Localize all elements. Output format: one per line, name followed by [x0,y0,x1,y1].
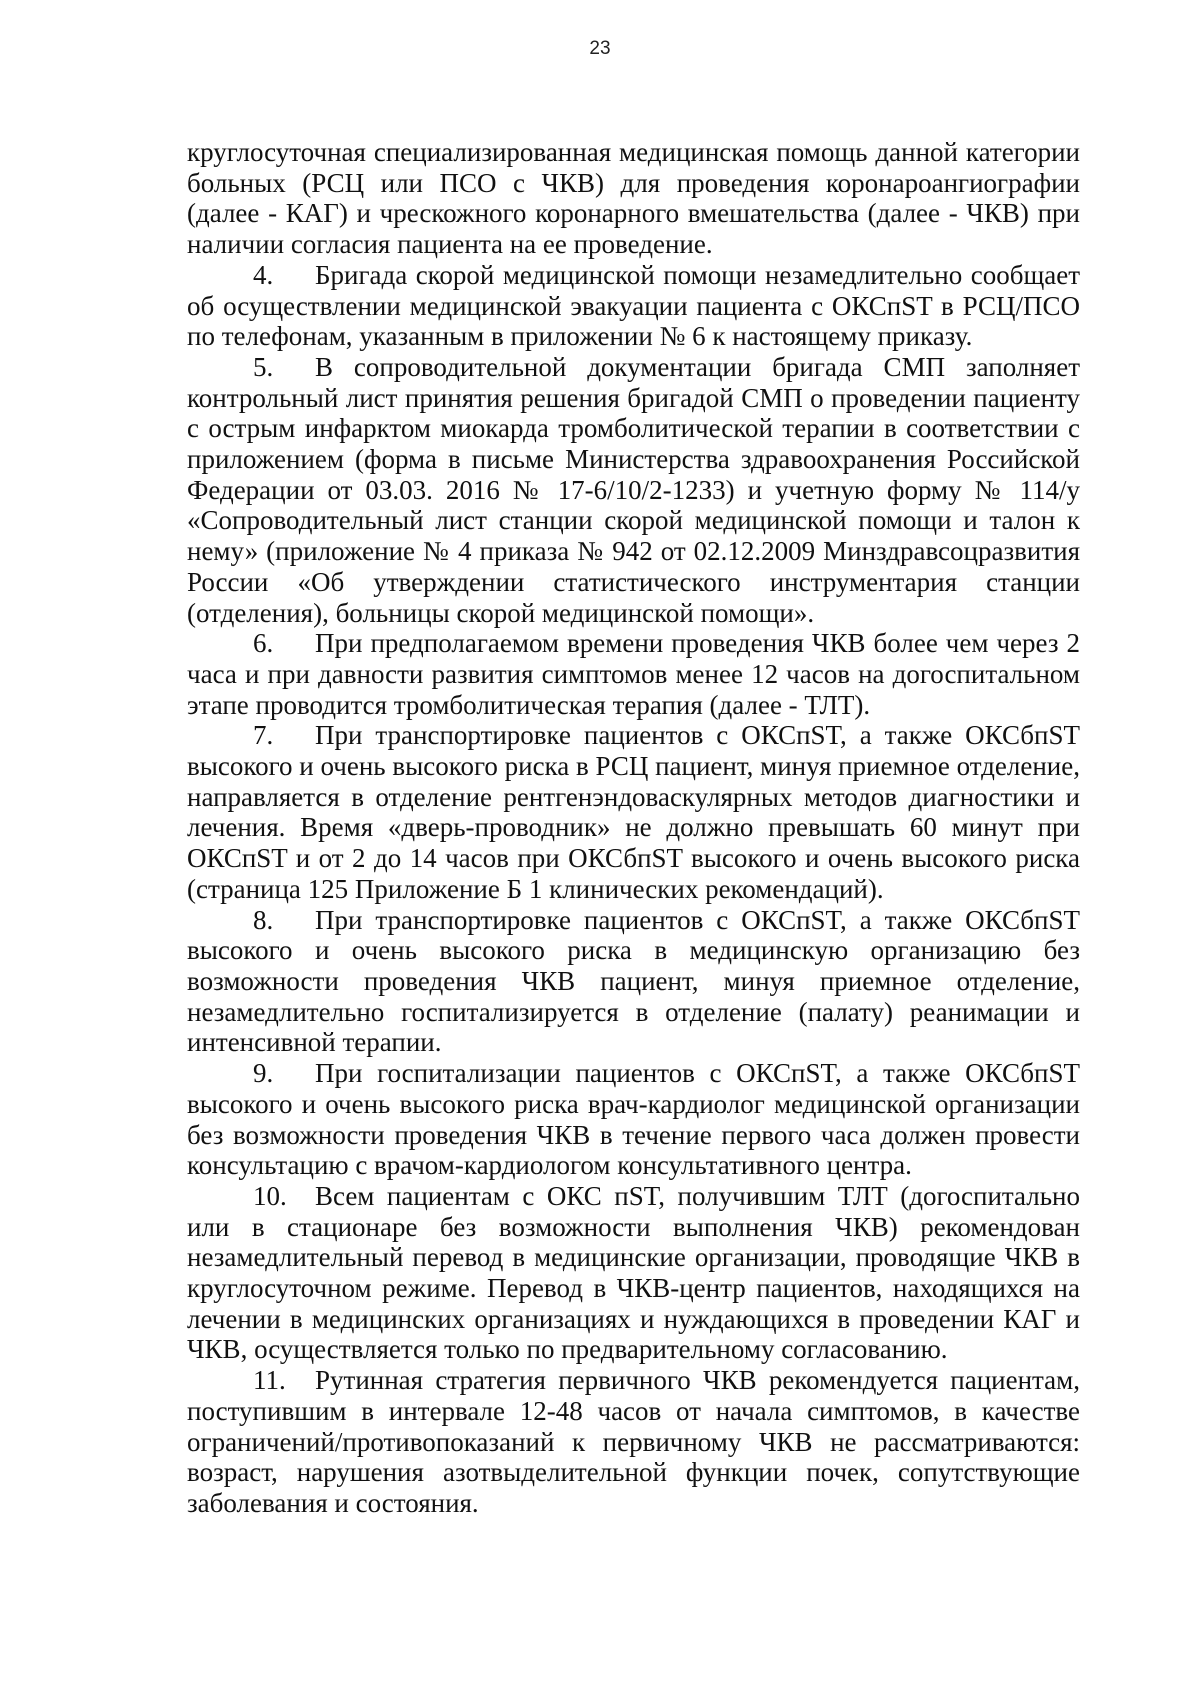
paragraph-text: В сопроводительной документации бригада СМП заполняет контрольный лист принятия решения бригадой СМП о проведении пациенту с острым инфарктом миокарда тромболитической терапии в соответствии с приложением (форма в письме Министерства здравоохранения Российской Федерации от 03.03. 2016 № 17-6/10/2-1233) и учетную форму № 114/у «Сопроводительный лист станции скорой медицинской помощи и талон к нему» (приложение № 4 приказа № 942 от 02.12.2009 Минздравсоцразвития России «Об утверждении статистического инструментария станции (отделения), больницы скорой медицинской помощи». [187,351,1080,628]
paragraph-text: При госпитализации пациентов с ОКСпST, а также ОКСбпST высокого и очень высокого риска врач-кардиолог медицинской организации без возможности проведения ЧКВ в течение первого часа должен провести консультацию с врачом-кардиологом консультативного центра. [187,1058,1080,1181]
paragraph-item-8 [187,905,1080,1059]
paragraph-item-11 [187,1365,1080,1519]
paragraph-number: 11. [253,1365,286,1396]
page-number: 23 [589,38,611,59]
paragraph-number: 6. [253,628,274,659]
document-body [187,137,1080,1519]
paragraph-number: 7. [253,720,274,751]
paragraph-item-4 [187,260,1080,352]
paragraph-item-9 [187,1058,1080,1181]
paragraph-text: Всем пациентам с ОКС пST, получившим ТЛТ (догоспитально или в стационаре без возможности выполнения ЧКВ) рекомендован незамедлительный перевод в медицинские организации, проводящие ЧКВ в круглосуточном режиме. Перевод в ЧКВ-центр пациентов, находящихся на лечении в медицинских организациях и нуждающихся в проведении КАГ и ЧКВ, осуществляется только по предварительному согласованию. [187,1180,1080,1365]
paragraph-continuation [187,137,1080,260]
paragraph-number: 8. [253,904,274,935]
paragraph-item-10 [187,1181,1080,1365]
paragraph-text: Бригада скорой медицинской помощи незамедлительно сообщает об осуществлении медицинской эвакуации пациента с ОКСпST в РСЦ/ПСО по телефонам, указанным в приложении № 6 к настоящему приказу. [187,259,1080,352]
paragraph-text: При предполагаемом времени проведения ЧКВ более чем через 2 часа и при давности развития симптомов менее 12 часов на догоспитальном этапе проводится тромболитическая терапия (далее - ТЛТ). [187,628,1080,720]
paragraph-text: При транспортировке пациентов с ОКСпST, а также ОКСбпST высокого и очень высокого риска в медицинскую организацию без возможности проведения ЧКВ пациент, минуя приемное отделение, незамедлительно госпитализируется в отделение (палату) реанимации и интенсивной терапии. [187,904,1080,1058]
paragraph-number: 4. [253,259,274,290]
paragraph-text: Рутинная стратегия первичного ЧКВ рекомендуется пациентам, поступившим в интервале 12-48 часов от начала симптомов, в качестве ограничений/противопоказаний к первичному ЧКВ не рассматриваются: возраст, нарушения азотвыделительной функции почек, сопутствующие заболевания и состояния. [187,1365,1080,1518]
paragraph-number: 10. [253,1180,287,1211]
paragraph-item-5 [187,352,1080,628]
paragraph-number: 5. [253,351,274,382]
paragraph-text: При транспортировке пациентов с ОКСпST, а также ОКСбпST высокого и очень высокого риска в РСЦ пациент, минуя приемное отделение, направляется в отделение рентгенэндоваскулярных методов диагностики и лечения. Время «дверь-проводник» не должно превышать 60 минут при ОКСпST и от 2 до 14 часов при ОКСбпST высокого и очень высокого риска (страница 125 Приложение Б 1 клинических рекомендаций). [187,720,1080,904]
paragraph-item-7 [187,720,1080,904]
paragraph-number: 9. [253,1058,274,1089]
paragraph-text: круглосуточная специализированная медицинская помощь данной категории больных (РСЦ или ПСО с ЧКВ) для проведения коронароангиографии (далее - КАГ) и чрескожного коронарного вмешательства (далее - ЧКВ) при наличии согласия пациента на ее проведение. [187,137,1080,260]
paragraph-item-6 [187,628,1080,720]
